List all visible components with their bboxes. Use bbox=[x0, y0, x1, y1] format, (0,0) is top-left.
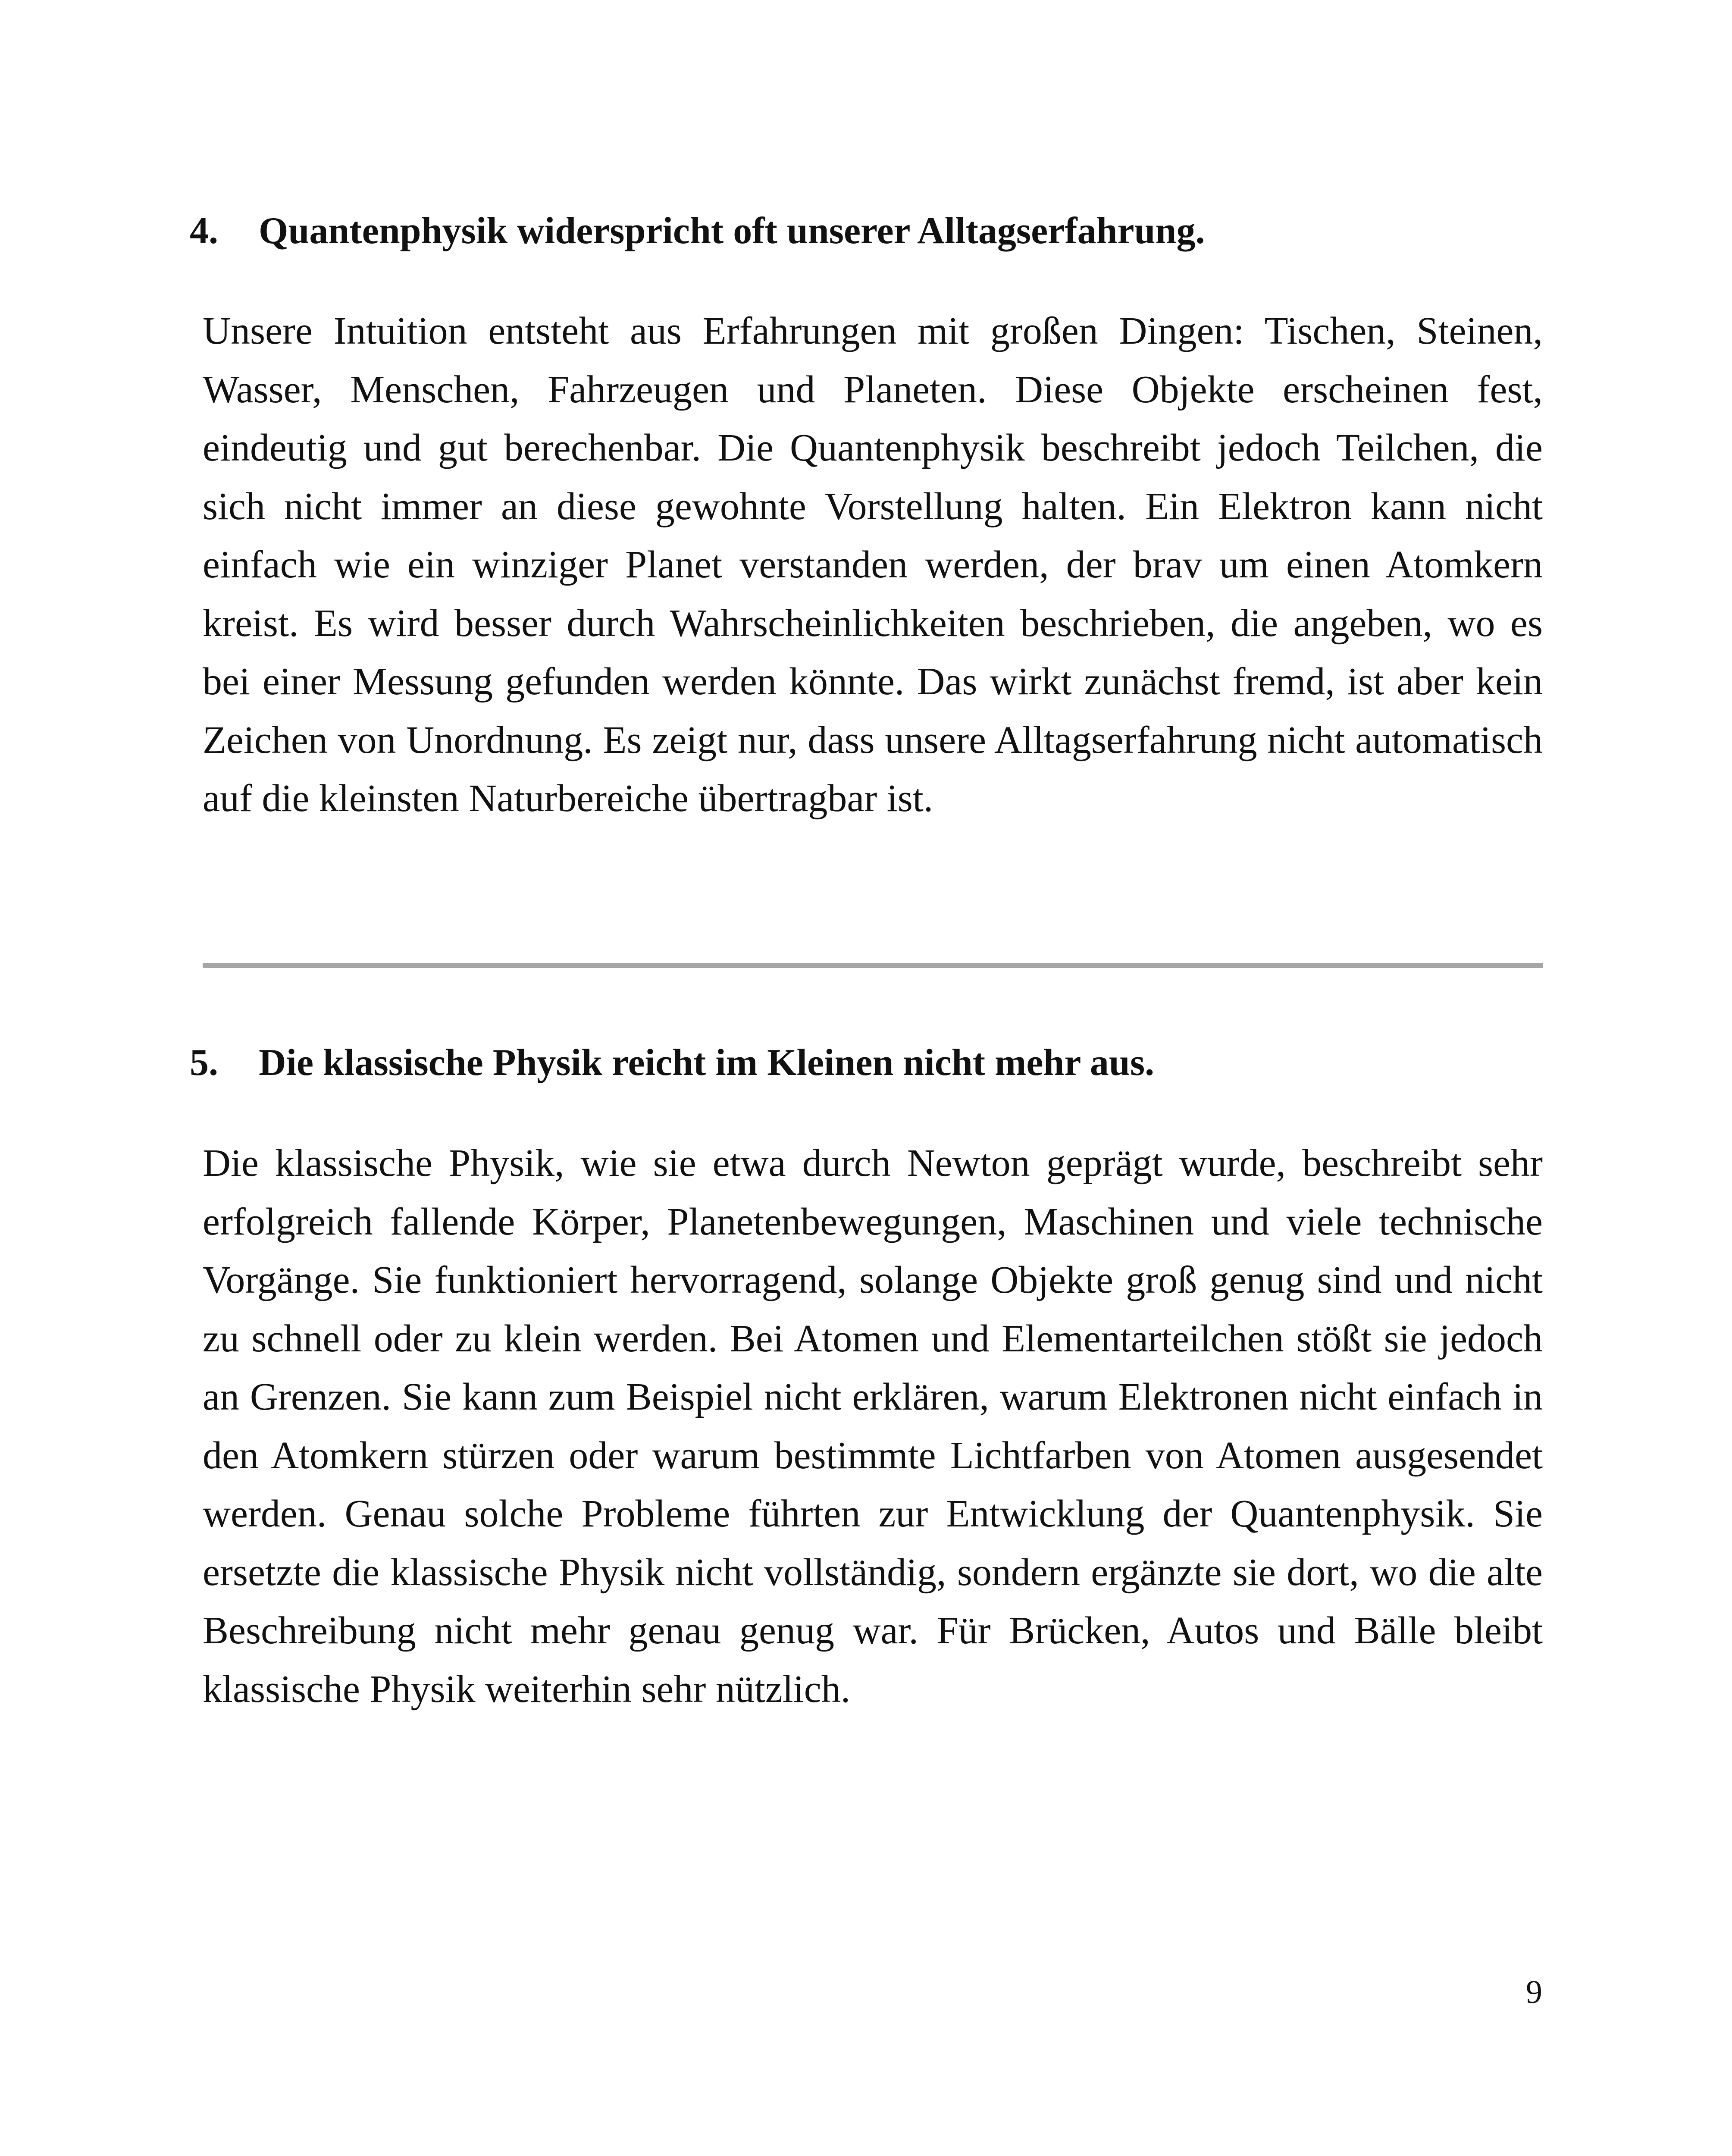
section-4-paragraph: Unsere Intuition entsteht aus Erfahrungen mit großen Dingen: Tischen, Steinen, Wasser, Menschen, Fahrzeugen und Planeten. Diese Objekte erscheinen fest, eindeutig und gut berechenbar. Die Quantenphysik beschreibt jedoch Teilchen, die sich nicht immer an diese gewohnte Vorstellung halten. Ein Elektron kann nicht einfach wie ein winziger Planet verstanden werden, der brav um einen Atomkern kreist. Es wird besser durch Wahrscheinlichkeiten beschrieben, die angeben, wo es bei einer Messung gefunden werden könnte. Das wirkt zunächst fremd, ist aber kein Zeichen von Unordnung. Es zeigt nur, dass unsere Alltagserfahrung nicht automatisch auf die kleinsten Naturbereiche übertragbar ist. bbox=[203, 310, 1543, 820]
page-number: 9 bbox=[1526, 1974, 1542, 2010]
section-4-heading bbox=[190, 205, 1548, 257]
section-4-number: 4. bbox=[190, 210, 218, 252]
section-5-number: 5. bbox=[190, 1042, 218, 1084]
section-divider bbox=[203, 963, 1543, 968]
section-5-title: Die klassische Physik reicht im Kleinen nicht mehr aus. bbox=[259, 1042, 1155, 1084]
section-4-title: Quantenphysik widerspricht oft unserer Alltagserfahrung. bbox=[259, 210, 1205, 252]
section-5-paragraph: Die klassische Physik, wie sie etwa durch Newton geprägt wurde, beschreibt sehr erfolgreich fallende Körper, Planetenbewegungen, Maschinen und viele technische Vorgänge. Sie funktioniert hervorragend, solange Objekte groß genug sind und nicht zu schnell oder zu klein werden. Bei Atomen und Elementarteilchen stößt sie jedoch an Grenzen. Sie kann zum Beispiel nicht erklären, warum Elektronen nicht einfach in den Atomkern stürzen oder warum bestimmte Lichtfarben von Atomen ausgesendet werden. Genau solche Probleme führten zur Entwicklung der Quantenphysik. Sie ersetzte die klassische Physik nicht vollständig, sondern ergänzte sie dort, wo die alte Beschreibung nicht mehr genau genug war. Für Brücken, Autos und Bälle bleibt klassische Physik weiterhin sehr nützlich. bbox=[203, 1142, 1543, 1711]
section-5-heading bbox=[190, 1037, 1548, 1089]
